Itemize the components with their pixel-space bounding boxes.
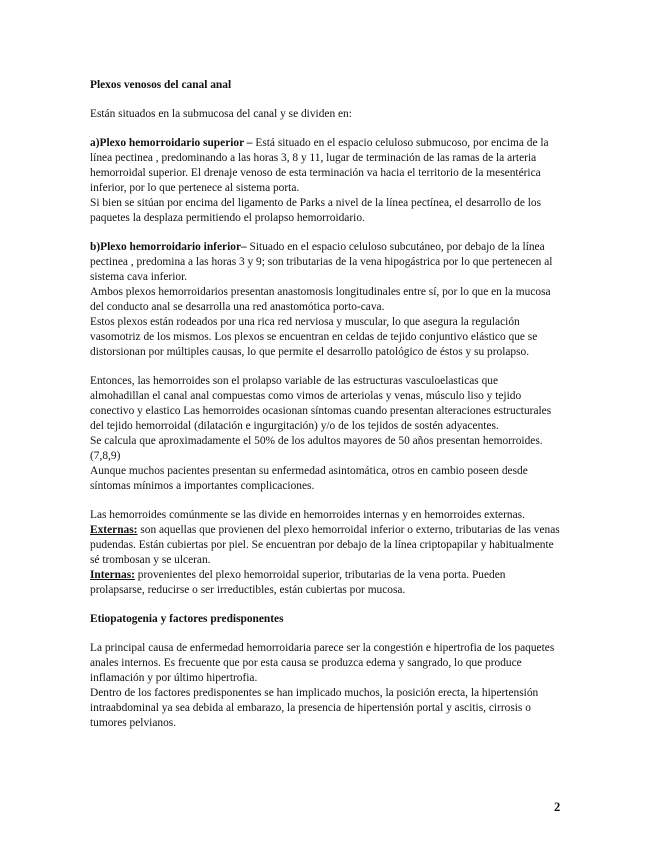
plexo-superior-text: Está situado en el espacio celuloso submucoso, por encima de la línea pectinea , predominando a las horas 3, 8 y 11, lugar de terminación de las ramas de la arteria hemorroidal superior. El drenaje venoso de esta terminación va hacia el territorio de la mesentérica inferior, por lo que pertenece al sistema porta. xyxy=(90,137,549,194)
intro-paragraph: Están situados en la submucosa del canal y se dividen en: xyxy=(90,108,352,120)
internal-paragraph xyxy=(90,568,560,598)
page-number: 2 xyxy=(554,800,561,814)
etiology-paragraph-2: Dentro de los factores predisponentes se han implicado muchos, la posición erecta, la hipertensión intraabdominal ya sea debida al embarazo, la presencia de hipertensión portal y ascitis, cirrosis o tumores pelvianos. xyxy=(90,687,539,729)
plexo-superior-paragraph xyxy=(90,136,560,196)
plexo-superior-paragraph-2: Si bien se sitúan por encima del ligamento de Parks a nivel de la línea pectínea, el desarrollo de los paquetes la desplaza permitiendo el prolapso hemorroidario. xyxy=(90,197,542,224)
plexo-inferior-label: b)Plexo hemorroidario inferior– xyxy=(90,241,247,253)
document-page xyxy=(90,78,560,731)
plexo-superior-label: a)Plexo hemorroidario superior – xyxy=(90,137,253,149)
internal-text: provenientes del plexo hemorroidal superior, tributarias de la vena porta. Pueden prolapsarse, reducirse o ser irreductibles, están cubiertas por mucosa. xyxy=(90,569,506,596)
plexo-inferior-paragraph xyxy=(90,240,560,285)
prevalence-paragraph: Se calcula que aproximadamente el 50% de los adultos mayores de 50 años presentan hemorroides. (7,8,9) xyxy=(90,435,543,462)
external-text: son aquellas que provienen del plexo hemorroidal inferior o externo, tributarias de las venas pudendas. Están cubiertas por piel. Se encuentran por debajo de la línea criptopapilar y habitualmente sé trombosan y se ulceran. xyxy=(90,524,560,566)
external-paragraph xyxy=(90,523,560,568)
section-title-plexos: Plexos venosos del canal anal xyxy=(90,79,232,91)
regulation-paragraph: Estos plexos están rodeados por una rica red nerviosa y muscular, lo que asegura la regulación vasomotriz de los mismos. Los plexos se encuentran en celdas de tejido conjuntivo elástico que se distorsionan por múltiples causas, lo que permite el desarrollo patológico de éstos y su prolapso. xyxy=(90,316,538,358)
anastomosis-paragraph: Ambos plexos hemorroidarios presentan anastomosis longitudinales entre sí, por lo que en la mucosa del conducto anal se desarrolla una red anastomótica porto-cava. xyxy=(90,286,551,313)
section-title-etiopatogenia: Etiopatogenia y factores predisponentes xyxy=(90,613,284,625)
internal-label: Internas: xyxy=(90,569,135,581)
hemorroides-definition-paragraph: Entonces, las hemorroides son el prolapso variable de las estructuras vasculoelasticas que almohadillan el canal anal compuestas como vimos de arteriolas y venas, músculo liso y tejido conectivo y elastico Las hemorroides ocasionan síntomas cuando presentan alteraciones estructurales del tejido hemorroidal (dilatación e ingurgitación) y/o de los tejidos de sostén adyacentes. xyxy=(90,375,552,432)
classification-intro: Las hemorroides comúnmente se las divide en hemorroides internas y en hemorroides externas. xyxy=(90,509,525,521)
symptoms-paragraph: Aunque muchos pacientes presentan su enfermedad asintomática, otros en cambio poseen desde síntomas mínimos a importantes complicaciones. xyxy=(90,465,528,492)
plexo-inferior-text: Situado en el espacio celuloso subcutáneo, por debajo de la línea pectinea , predomina a las horas 3 y 9; son tributarias de la vena hipogástrica por lo que pertenecen al sistema cava inferior. xyxy=(90,241,553,283)
etiology-paragraph-1: La principal causa de enfermedad hemorroidaria parece ser la congestión e hipertrofia de los paquetes anales internos. Es frecuente que por esta causa se produzca edema y sangrado, lo que produce inflamación y por último hipertrofia. xyxy=(90,642,555,684)
external-label: Externas: xyxy=(90,524,138,536)
